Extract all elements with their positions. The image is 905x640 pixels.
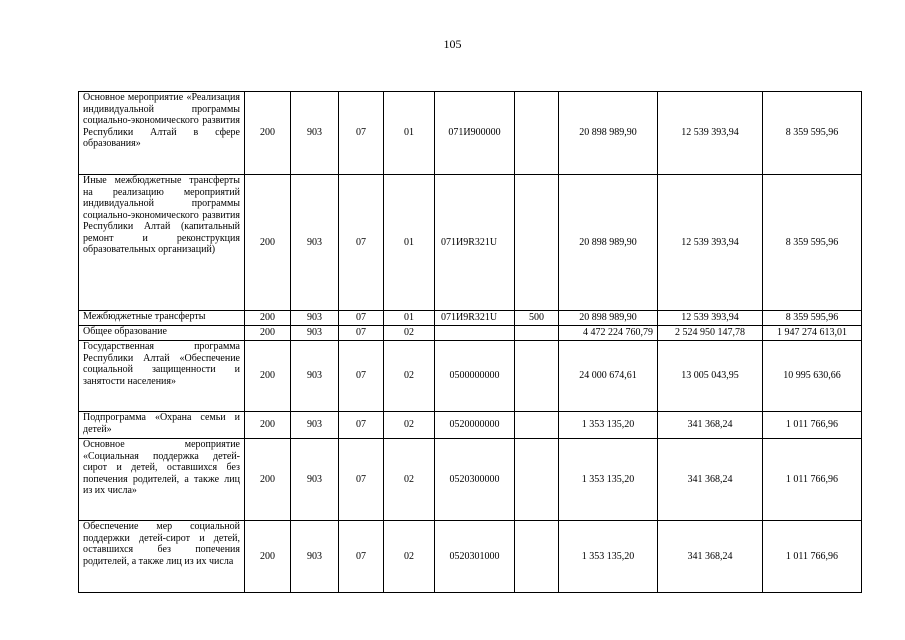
cell-sum2: 341 368,24 [658,439,763,521]
cell-sum1: 20 898 989,90 [559,311,658,326]
row-name: Общее образование [79,326,245,341]
cell-rz: 07 [339,521,384,593]
cell-sum2: 12 539 393,94 [658,175,763,311]
cell-vr [515,521,559,593]
cell-sum1: 20 898 989,90 [559,92,658,175]
cell-csr: 0520000000 [435,412,515,439]
table-row [79,412,862,439]
row-name: Государственная программа Республики Алтай «Обеспечение социальной защищенности и занятости населения» [79,341,245,412]
cell-csr: 0520301000 [435,521,515,593]
cell-gr: 200 [245,412,291,439]
cell-ved: 903 [291,92,339,175]
cell-gr: 200 [245,341,291,412]
cell-rz: 07 [339,439,384,521]
table-row [79,92,862,175]
cell-vr [515,412,559,439]
cell-gr: 200 [245,175,291,311]
cell-csr: 071И9R321U [435,311,515,326]
cell-pr: 02 [384,412,435,439]
cell-sum2: 341 368,24 [658,521,763,593]
cell-ved: 903 [291,326,339,341]
cell-gr: 200 [245,92,291,175]
row-name: Иные межбюджетные трансферты на реализацию мероприятий индивидуальной программы социально-экономического развития Республики Алтай (капитальный ремонт и реконструкция образовательных организаций) [79,175,245,311]
cell-ved: 903 [291,341,339,412]
cell-rz: 07 [339,311,384,326]
row-name: Обеспечение мер социальной поддержки детей-сирот и детей, оставшихся без попечения родителей, а также лиц из их числа [79,521,245,593]
cell-csr: 071И9R321U [435,175,515,311]
cell-sum3: 10 995 630,66 [763,341,862,412]
cell-pr: 01 [384,311,435,326]
cell-sum2: 12 539 393,94 [658,311,763,326]
cell-ved: 903 [291,439,339,521]
cell-sum1: 4 472 224 760,79 [559,326,658,341]
cell-sum1: 1 353 135,20 [559,412,658,439]
cell-sum2: 2 524 950 147,78 [658,326,763,341]
cell-sum3: 1 947 274 613,01 [763,326,862,341]
cell-csr [435,326,515,341]
cell-ved: 903 [291,412,339,439]
cell-sum2: 341 368,24 [658,412,763,439]
cell-sum2: 12 539 393,94 [658,92,763,175]
cell-sum3: 8 359 595,96 [763,311,862,326]
table-row [79,341,862,412]
cell-vr [515,92,559,175]
cell-sum3: 8 359 595,96 [763,92,862,175]
cell-csr: 071И900000 [435,92,515,175]
cell-pr: 02 [384,521,435,593]
cell-gr: 200 [245,439,291,521]
table-row [79,439,862,521]
cell-ved: 903 [291,311,339,326]
cell-csr: 0520300000 [435,439,515,521]
cell-sum3: 1 011 766,96 [763,439,862,521]
cell-sum1: 1 353 135,20 [559,521,658,593]
cell-vr [515,175,559,311]
budget-table [78,91,862,593]
cell-sum3: 8 359 595,96 [763,175,862,311]
cell-vr [515,341,559,412]
cell-gr: 200 [245,326,291,341]
cell-ved: 903 [291,521,339,593]
cell-rz: 07 [339,326,384,341]
cell-gr: 200 [245,311,291,326]
table-row [79,311,862,326]
cell-rz: 07 [339,175,384,311]
cell-sum2: 13 005 043,95 [658,341,763,412]
cell-pr: 02 [384,439,435,521]
row-name: Подпрограмма «Охрана семьи и детей» [79,412,245,439]
row-name: Основное мероприятие «Реализация индивидуальной программы социально-экономического развития Республики Алтай в сфере образования» [79,92,245,175]
cell-pr: 01 [384,175,435,311]
row-name: Межбюджетные трансферты [79,311,245,326]
table-row [79,175,862,311]
cell-rz: 07 [339,92,384,175]
row-name: Основное мероприятие «Социальная поддержка детей-сирот и детей, оставшихся без попечения родителей, а также лиц из их числа» [79,439,245,521]
table-row [79,326,862,341]
cell-ved: 903 [291,175,339,311]
cell-pr: 01 [384,92,435,175]
table-row [79,521,862,593]
cell-gr: 200 [245,521,291,593]
cell-pr: 02 [384,326,435,341]
cell-vr [515,326,559,341]
cell-csr: 0500000000 [435,341,515,412]
cell-sum3: 1 011 766,96 [763,412,862,439]
cell-rz: 07 [339,412,384,439]
cell-vr [515,439,559,521]
cell-pr: 02 [384,341,435,412]
cell-rz: 07 [339,341,384,412]
cell-sum1: 1 353 135,20 [559,439,658,521]
cell-sum1: 20 898 989,90 [559,175,658,311]
cell-sum1: 24 000 674,61 [559,341,658,412]
page-number: 105 [443,37,462,51]
cell-sum3: 1 011 766,96 [763,521,862,593]
cell-vr: 500 [515,311,559,326]
